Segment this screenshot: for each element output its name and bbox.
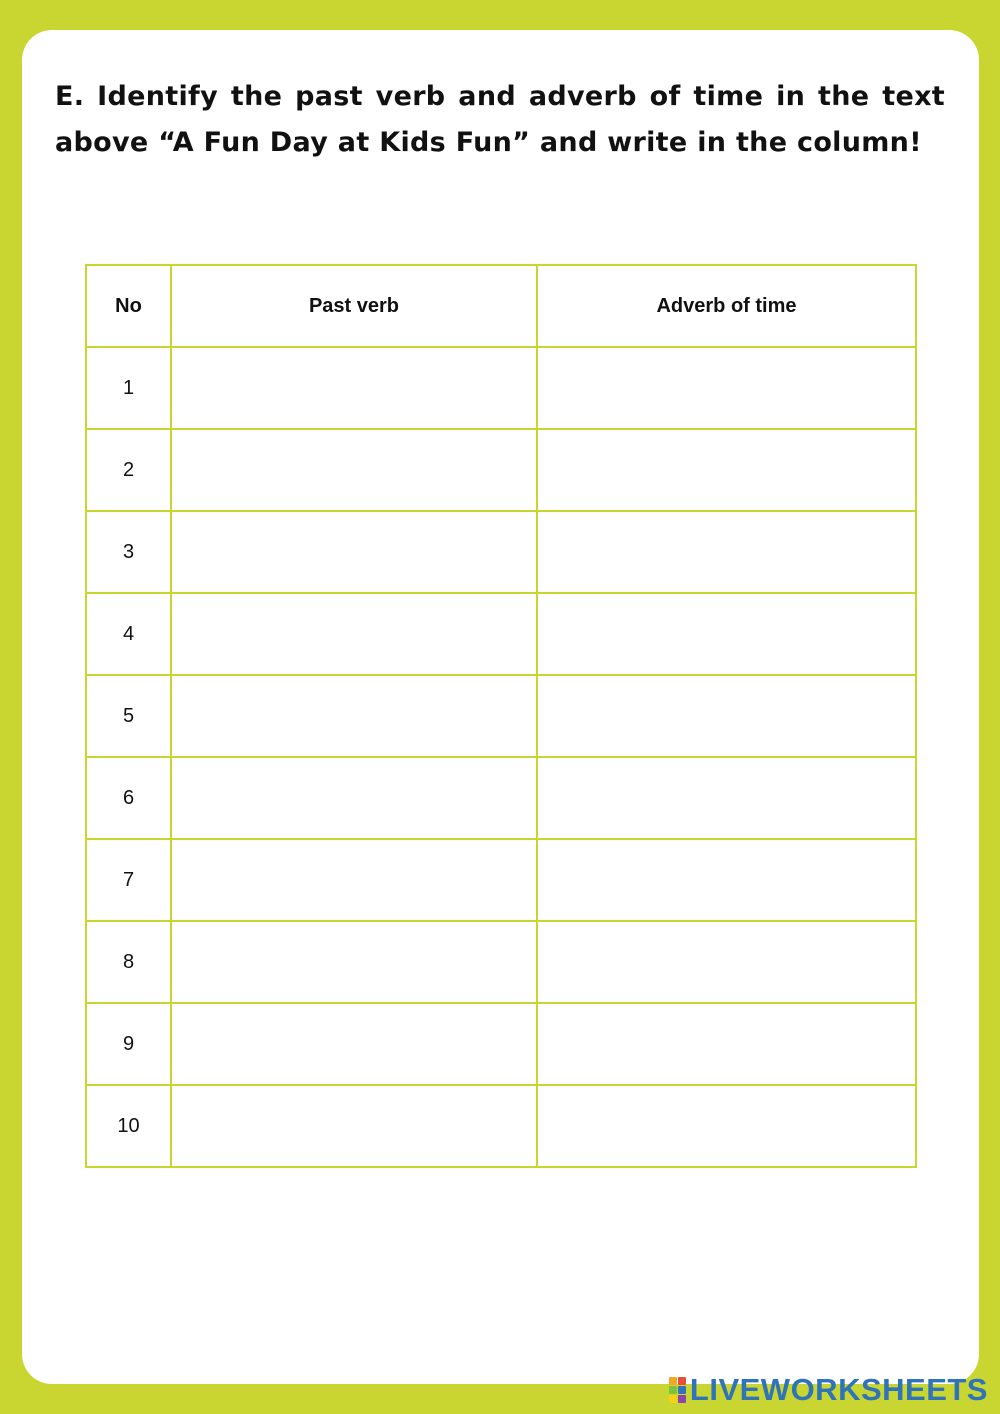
liveworksheets-logo [669, 1374, 988, 1406]
adverb-of-time-answer-cell[interactable] [537, 675, 916, 757]
logo-square [678, 1377, 686, 1385]
logo-square [669, 1395, 677, 1403]
adverb-of-time-answer-cell[interactable] [537, 1003, 916, 1085]
adverb-of-time-answer-cell[interactable] [537, 347, 916, 429]
adverb-of-time-answer-cell[interactable] [537, 1085, 916, 1167]
past-verb-answer-cell[interactable] [171, 347, 537, 429]
adverb-of-time-answer-cell[interactable] [537, 429, 916, 511]
row-number: 8 [86, 921, 171, 1003]
adverb-of-time-answer-cell[interactable] [537, 757, 916, 839]
logo-square [678, 1395, 686, 1403]
past-verb-answer-cell[interactable] [171, 675, 537, 757]
past-verb-answer-cell[interactable] [171, 757, 537, 839]
answer-table [85, 264, 917, 1168]
logo-square [678, 1386, 686, 1394]
row-number: 1 [86, 347, 171, 429]
table-row [86, 675, 916, 757]
column-header-past-verb: Past verb [171, 265, 537, 347]
adverb-of-time-answer-cell[interactable] [537, 511, 916, 593]
table-row [86, 347, 916, 429]
row-number: 9 [86, 1003, 171, 1085]
adverb-of-time-answer-cell[interactable] [537, 921, 916, 1003]
row-number: 10 [86, 1085, 171, 1167]
table-row [86, 593, 916, 675]
liveworksheets-logo-icon [669, 1377, 686, 1403]
adverb-of-time-answer-cell[interactable] [537, 593, 916, 675]
row-number: 7 [86, 839, 171, 921]
table-row [86, 1085, 916, 1167]
logo-text: LIVEWORKSHEETS [689, 1372, 988, 1407]
past-verb-answer-cell[interactable] [171, 1085, 537, 1167]
past-verb-answer-cell[interactable] [171, 921, 537, 1003]
past-verb-answer-cell[interactable] [171, 511, 537, 593]
table-row [86, 1003, 916, 1085]
row-number: 2 [86, 429, 171, 511]
past-verb-answer-cell[interactable] [171, 429, 537, 511]
past-verb-answer-cell[interactable] [171, 1003, 537, 1085]
past-verb-answer-cell[interactable] [171, 593, 537, 675]
table-row [86, 839, 916, 921]
row-number: 3 [86, 511, 171, 593]
row-number: 4 [86, 593, 171, 675]
column-header-adverb-of-time: Adverb of time [537, 265, 916, 347]
adverb-of-time-answer-cell[interactable] [537, 839, 916, 921]
past-verb-answer-cell[interactable] [171, 839, 537, 921]
logo-square [669, 1377, 677, 1385]
column-header-no: No [86, 265, 171, 347]
logo-square [669, 1386, 677, 1394]
exercise-instruction: E. Identify the past verb and adverb of time in the text above “A Fun Day at Kids Fun” and write in the column! [55, 81, 945, 158]
table-row [86, 511, 916, 593]
table-row [86, 921, 916, 1003]
row-number: 5 [86, 675, 171, 757]
table-header-row [86, 265, 916, 347]
table-row [86, 757, 916, 839]
table-row [86, 429, 916, 511]
row-number: 6 [86, 757, 171, 839]
